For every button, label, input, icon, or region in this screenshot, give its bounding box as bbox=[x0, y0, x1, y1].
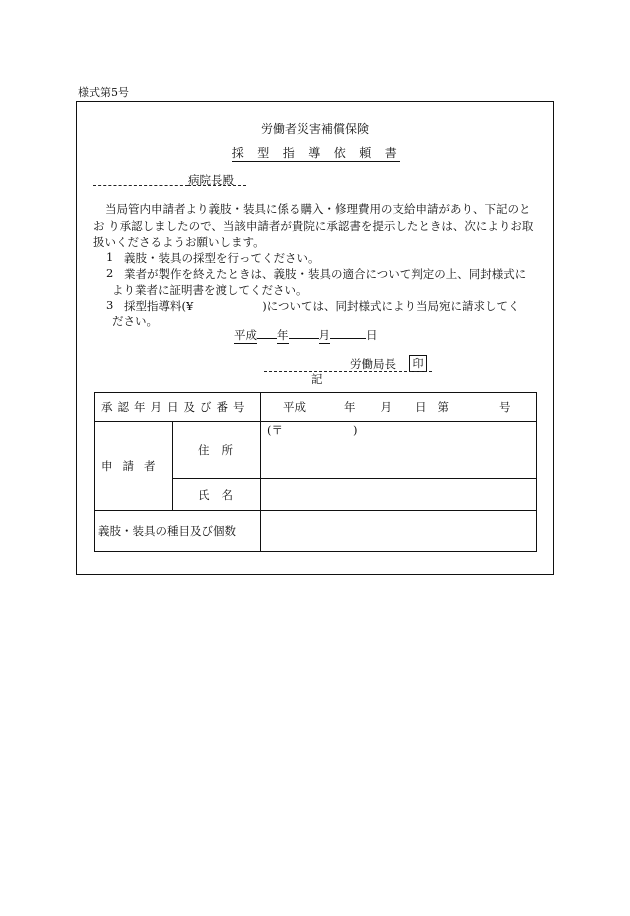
date-line bbox=[234, 327, 378, 344]
date-era: 平成 bbox=[234, 328, 257, 342]
table-row bbox=[95, 511, 537, 552]
prosthesis-field[interactable] bbox=[261, 511, 537, 552]
table-row bbox=[95, 422, 537, 479]
name-field[interactable] bbox=[261, 479, 537, 511]
date-day-blank[interactable] bbox=[330, 338, 366, 339]
item-text: より業者に証明書を渡してください。 bbox=[112, 283, 308, 297]
addressee-underline bbox=[188, 185, 246, 186]
addressee: 病院長殿 bbox=[188, 173, 234, 187]
applicant-label-cell: 申請者 bbox=[95, 422, 173, 511]
item-text: 採型指導料(¥ )については、同封様式により当局宛に請求してく bbox=[124, 299, 520, 313]
date-month: 月 bbox=[318, 328, 330, 342]
date-day: 日 bbox=[366, 328, 378, 342]
body-line: 当局管内申請者より義肢・装具に係る購入・修理費用の支給申請があり、下記のと bbox=[105, 202, 531, 216]
address-label-cell: 住所 bbox=[173, 422, 261, 479]
document-title-underline bbox=[232, 161, 400, 162]
seal-mark: 印 bbox=[409, 355, 427, 372]
item-text: ださい。 bbox=[112, 314, 158, 328]
hospital-name-blank[interactable] bbox=[93, 185, 188, 186]
postal-suffix: ) bbox=[353, 423, 358, 437]
item-number: 1 bbox=[106, 250, 114, 264]
item-number: 2 bbox=[106, 266, 114, 280]
item-text: 義肢・装具の採型を行ってください。 bbox=[124, 251, 320, 265]
signatory: 労働局長 bbox=[350, 357, 396, 371]
table-row bbox=[95, 393, 537, 422]
document-title: 採型指導依頼書 bbox=[231, 146, 411, 160]
body-line: 扱いくださるようお願いします。 bbox=[93, 235, 265, 249]
detail-table bbox=[94, 392, 537, 552]
record-heading: 記 bbox=[311, 372, 323, 386]
prosthesis-label-cell: 義肢・装具の種目及び個数 bbox=[95, 511, 261, 552]
approval-label-cell: 承認年月日及び番号 bbox=[95, 393, 261, 422]
date-year-blank[interactable] bbox=[257, 338, 277, 339]
approval-value-cell[interactable]: 平成 年 月 日 第 号 bbox=[261, 393, 537, 422]
address-field[interactable] bbox=[261, 422, 537, 479]
item-number: 3 bbox=[106, 298, 114, 312]
date-year: 年 bbox=[277, 328, 289, 342]
postal-prefix: (〒 bbox=[267, 423, 283, 437]
form-number: 様式第5号 bbox=[78, 86, 129, 99]
name-label-cell: 氏名 bbox=[173, 479, 261, 511]
signatory-line bbox=[264, 371, 432, 372]
header-title: 労働者災害補償保険 bbox=[260, 122, 369, 136]
body-line: お り承認しましたので、当該申請者が貴院に承認書を提示したときは、次によりお取 bbox=[93, 219, 534, 233]
date-month-blank[interactable] bbox=[289, 338, 319, 339]
item-text: 業者が製作を終えたときは、義肢・装具の適合について判定の上、同封様式に bbox=[124, 267, 527, 281]
